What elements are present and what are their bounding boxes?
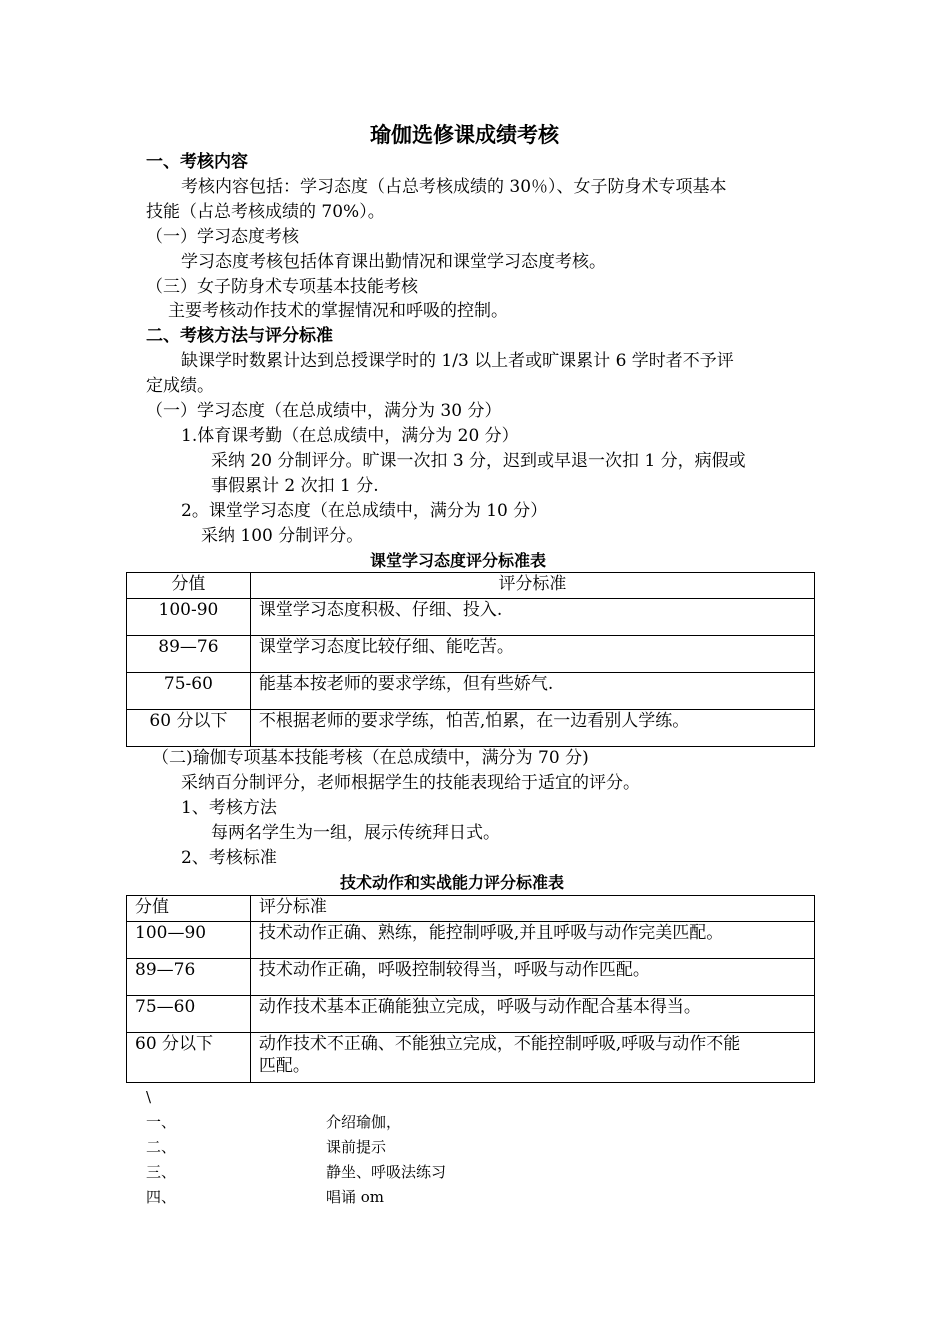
footer-item-text: 静坐、呼吸法练习: [326, 1163, 447, 1181]
table-header-row: [127, 573, 815, 599]
table-row: [127, 959, 815, 996]
criteria-line: 匹配。: [258, 1056, 310, 1076]
attitude-score-table: [126, 572, 815, 747]
method-heading: 1、考核方法: [181, 798, 277, 818]
score-cell: 100—90: [127, 922, 251, 959]
criteria-cell: 动作技术基本正确能独立完成，呼吸与动作配合基本得当。: [250, 996, 814, 1033]
sub1-text: 学习态度考核包括体育课出勤情况和课堂学习态度考核。: [181, 252, 606, 272]
footer-item-text: 介绍瑜伽，: [326, 1113, 402, 1131]
criteria-line: 动作技术不正确、不能独立完成，不能控制呼吸,呼吸与动作不能: [258, 1034, 741, 1054]
section1-para-line2: 技能（占总考核成绩的 70%）。: [146, 202, 385, 222]
table-row: [127, 996, 815, 1033]
table-header-cell: 分值: [127, 573, 251, 599]
score-cell: 60 分以下: [127, 710, 251, 747]
section2-para-line1: 缺课学时数累计达到总授课学时的 1/3 以上者或旷课累计 6 学时者不予评: [181, 351, 734, 371]
criteria-cell: 能基本按老师的要求学练，但有些娇气.: [250, 673, 814, 710]
class-attitude-heading: 2。课堂学习态度（在总成绩中，满分为 10 分）: [181, 501, 548, 521]
table-row: [127, 1033, 815, 1083]
attitude-heading: （一）学习态度（在总成绩中，满分为 30 分）: [146, 401, 502, 421]
table-row: [127, 710, 815, 747]
method-text: 每两名学生为一组，展示传统拜日式。: [211, 823, 500, 843]
score-cell: 100-90: [127, 599, 251, 636]
table-row: [127, 636, 815, 673]
section2-para-line2: 定成绩。: [146, 376, 214, 396]
score-cell: 89—76: [127, 959, 251, 996]
footer-item-num: 二、: [146, 1138, 177, 1156]
sub1-heading: （一）学习态度考核: [146, 227, 299, 247]
table1-caption: 课堂学习态度评分标准表: [370, 551, 547, 570]
skill-score-table: [126, 895, 815, 1083]
skill-heading: （二)瑜伽专项基本技能考核（在总成绩中，满分为 70 分): [152, 748, 589, 768]
score-cell: 75—60: [127, 996, 251, 1033]
criteria-cell: 不根据老师的要求学练，怕苦,怕累，在一边看别人学练。: [250, 710, 814, 747]
footer-item-num: 一、: [146, 1113, 177, 1131]
footer-item-num: 三、: [146, 1163, 177, 1181]
skill-text: 采纳百分制评分，老师根据学生的技能表现给于适宜的评分。: [181, 773, 640, 793]
score-cell: 75-60: [127, 673, 251, 710]
section1-para-line1: 考核内容包括：学习态度（占总考核成绩的 30％）、女子防身术专项基本: [181, 177, 727, 197]
class-attitude-text: 采纳 100 分制评分。: [201, 526, 364, 546]
table-row: [127, 673, 815, 710]
stray-backslash: \: [146, 1088, 152, 1106]
table-header-cell: 评分标准: [250, 896, 814, 922]
score-cell: 89—76: [127, 636, 251, 673]
criteria-cell: 课堂学习态度积极、仔细、投入.: [250, 599, 814, 636]
criteria-cell: 课堂学习态度比较仔细、能吃苦。: [250, 636, 814, 673]
section1-heading: 一、考核内容: [146, 152, 248, 172]
footer-item-text: 唱诵 om: [326, 1188, 385, 1206]
criteria-cell: 技术动作正确，呼吸控制较得当，呼吸与动作匹配。: [250, 959, 814, 996]
table-row: [127, 599, 815, 636]
footer-item-num: 四、: [146, 1188, 177, 1206]
attendance-text-line2: 事假累计 2 次扣 1 分.: [211, 476, 379, 496]
section2-heading: 二、考核方法与评分标准: [146, 326, 333, 346]
criteria-cell: 技术动作正确、熟练，能控制呼吸,并且呼吸与动作完美匹配。: [250, 922, 814, 959]
attendance-heading: 1.体育课考勤（在总成绩中，满分为 20 分）: [181, 426, 519, 446]
attendance-text-line1: 采纳 20 分制评分。旷课一次扣 3 分，迟到或早退一次扣 1 分，病假或: [211, 451, 746, 471]
table-header-row: [127, 896, 815, 922]
page-title: 瑜伽选修课成绩考核: [370, 123, 559, 147]
table-header-cell: 评分标准: [250, 573, 814, 599]
sub3-text: 主要考核动作技术的掌握情况和呼吸的控制。: [168, 301, 508, 321]
sub3-heading: （三）女子防身术专项基本技能考核: [146, 277, 418, 297]
standard-heading: 2、考核标准: [181, 848, 277, 868]
table-row: [127, 922, 815, 959]
table2-caption: 技术动作和实战能力评分标准表: [340, 873, 565, 892]
table-header-cell: 分值: [127, 896, 251, 922]
footer-item-text: 课前提示: [326, 1138, 387, 1156]
score-cell: 60 分以下: [127, 1033, 251, 1083]
criteria-cell: [250, 1033, 814, 1083]
